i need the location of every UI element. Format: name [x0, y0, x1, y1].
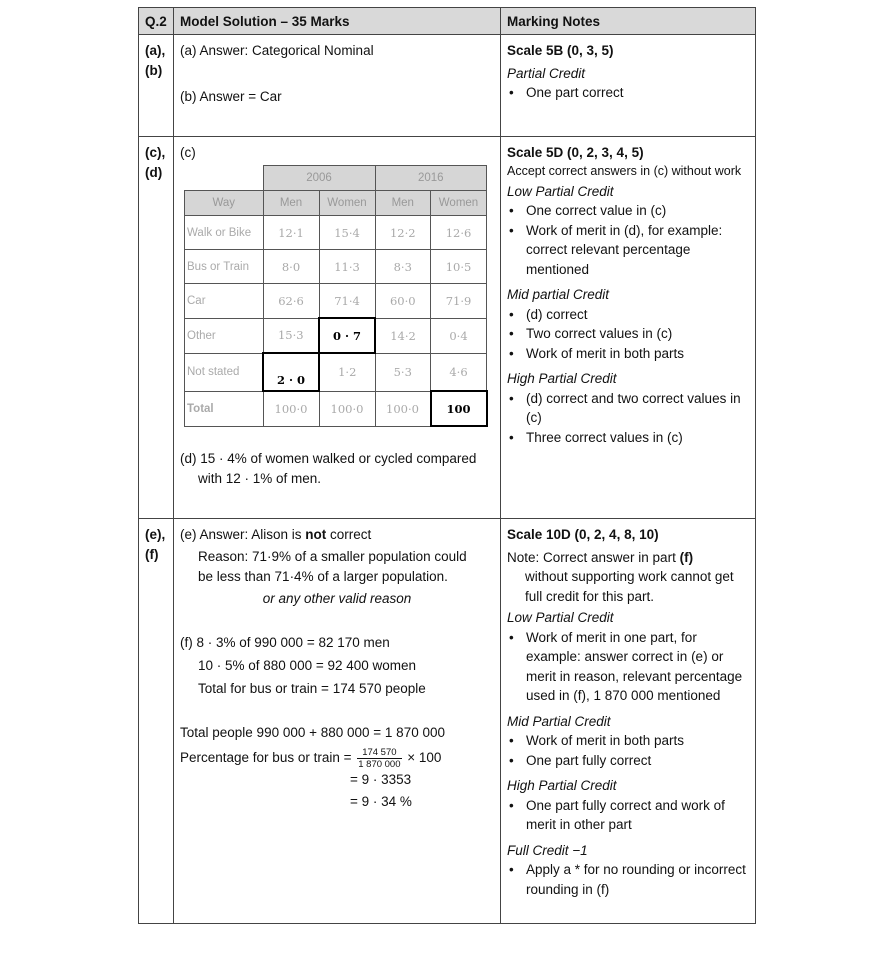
table-row	[185, 353, 487, 391]
header-cells-row	[185, 191, 487, 216]
value-cell: 8·3	[375, 250, 431, 284]
list-item: • (d) correct	[507, 305, 749, 325]
full-credit-title: Full Credit −1	[507, 842, 588, 858]
note-prefix: Note: Correct answer in part	[507, 549, 680, 565]
year-row	[185, 166, 487, 191]
list-item: • Two correct values in (c)	[507, 324, 749, 344]
row-c-d	[139, 137, 756, 519]
col-men-2006: Men	[263, 191, 319, 216]
row-e-f	[139, 519, 756, 924]
low-partial-list	[507, 628, 749, 706]
q-part-a: (a),	[145, 43, 166, 58]
answer-cell: 0 · 7	[319, 318, 375, 353]
high-partial-list	[507, 389, 749, 448]
scale-cd: Scale 5D (0, 2, 3, 4, 5)	[507, 145, 644, 160]
scale-ab: Scale 5B (0, 3, 5)	[507, 43, 614, 58]
high-partial-list	[507, 796, 749, 835]
solution-ab	[174, 35, 501, 137]
result-line2: = 9 · 34 %	[350, 794, 412, 809]
low-partial-title: Low Partial Credit	[507, 610, 614, 625]
mid-partial-title: Mid partial Credit	[507, 287, 610, 302]
question-label-ab	[139, 35, 174, 137]
col-women-2016: Women	[431, 191, 487, 216]
q-part-c: (c),	[145, 145, 166, 160]
q-part-e: (e),	[145, 527, 166, 542]
value-cell: 1·2	[319, 353, 375, 391]
answer-e-not: not	[305, 527, 327, 542]
list-item: • Work of merit in one part, for example: answer correct in (e) or merit in reason, relevant percentage used in (f), 1 870 000 mentioned	[507, 628, 749, 706]
list-item: • Three correct values in (c)	[507, 428, 749, 448]
marking-scheme	[138, 7, 756, 924]
answer-f-line1: (f) 8 · 3% of 990 000 = 82 170 men	[180, 635, 390, 650]
high-partial-title: High Partial Credit	[507, 371, 617, 386]
mid-partial-list	[507, 305, 749, 364]
value-cell: 60·0	[375, 284, 431, 319]
value-cell: 15·4	[319, 216, 375, 250]
value-cell: 100·0	[319, 391, 375, 426]
header-notes: Marking Notes	[501, 8, 756, 35]
value-cell: 100·0	[375, 391, 431, 426]
value-cell: 10·5	[431, 250, 487, 284]
answer-f-line3: Total for bus or train = 174 570 people	[198, 681, 426, 696]
high-partial-title: High Partial Credit	[507, 778, 617, 793]
value-cell: 71·9	[431, 284, 487, 319]
answer-e-end: correct	[326, 527, 372, 542]
value-cell: 12·1	[263, 216, 319, 250]
note-rest: without supporting work cannot get full credit for this part.	[525, 569, 734, 604]
mid-partial-list	[507, 731, 749, 770]
q-part-f: (f)	[145, 547, 159, 562]
value-cell: 15·3	[263, 318, 319, 353]
partial-credit-title: Partial Credit	[507, 65, 586, 81]
percentage-multiplier: × 100	[403, 750, 442, 766]
partial-credit-list	[507, 83, 749, 103]
header-solution: Model Solution – 35 Marks	[174, 8, 501, 35]
scale-ef: Scale 10D (0, 2, 4, 8, 10)	[507, 527, 659, 542]
value-cell: 5·3	[375, 353, 431, 391]
answer-e-text: (e) Answer: Alison is	[180, 527, 306, 542]
answer-d-line2: with 12 · 1% of men.	[198, 470, 322, 486]
row-a-b	[139, 35, 756, 137]
way-cell: Car	[185, 284, 264, 319]
blank-cell	[185, 166, 264, 191]
year-2006: 2006	[263, 166, 375, 191]
answer-cell: 100	[431, 391, 487, 426]
note-text	[507, 548, 749, 607]
way-cell: Walk or Bike	[185, 216, 264, 250]
value-cell: 4·6	[431, 353, 487, 391]
full-credit-list	[507, 860, 749, 899]
percentage-label: Percentage for bus or train =	[180, 750, 356, 766]
list-item: • (d) correct and two correct values in (c)	[507, 389, 749, 428]
fraction-denominator: 1 870 000	[358, 759, 401, 770]
q-part-d: (d)	[145, 165, 163, 180]
answer-cell: 2 · 0	[263, 353, 319, 391]
low-partial-list	[507, 201, 749, 279]
low-partial-title: Low Partial Credit	[507, 183, 614, 199]
list-item: • Apply a * for no rounding or incorrect rounding in (f)	[507, 860, 749, 899]
list-item: • Work of merit in both parts	[507, 344, 749, 364]
list-item: • One part correct	[507, 83, 749, 103]
reason-alt: or any other valid reason	[262, 591, 412, 606]
notes-cd	[501, 137, 756, 519]
col-men-2016: Men	[375, 191, 431, 216]
header-row	[139, 8, 756, 35]
solution-ef	[174, 519, 501, 924]
question-label-ef	[139, 519, 174, 924]
value-cell: 0·4	[431, 318, 487, 353]
header-question: Q.2	[139, 8, 174, 35]
table-row	[185, 216, 487, 250]
way-cell: Total	[185, 391, 264, 426]
value-cell: 8·0	[263, 250, 319, 284]
value-cell: 11·3	[319, 250, 375, 284]
reason-line1: Reason: 71·9% of a smaller population could	[198, 549, 467, 564]
value-cell: 12·2	[375, 216, 431, 250]
question-label-cd	[139, 137, 174, 519]
way-cell: Other	[185, 318, 264, 353]
list-item: • One correct value in (c)	[507, 201, 749, 221]
table-row	[185, 318, 487, 353]
way-cell: Not stated	[185, 353, 264, 391]
value-cell: 71·4	[319, 284, 375, 319]
percentage-fraction	[357, 747, 401, 770]
year-2016: 2016	[375, 166, 487, 191]
result-line1: = 9 · 3353	[350, 772, 412, 787]
way-cell: Bus or Train	[185, 250, 264, 284]
q-part-b: (b)	[145, 63, 163, 78]
answer-d	[180, 449, 476, 488]
answer-f-line2: 10 · 5% of 880 000 = 92 400 women	[198, 658, 417, 673]
part-c-label: (c)	[180, 145, 196, 160]
reason-line2: be less than 71·4% of a larger population.	[198, 569, 448, 584]
value-cell: 62·6	[263, 284, 319, 319]
list-item: • Work of merit in (d), for example: correct relevant percentage mentioned	[507, 221, 749, 280]
list-item: • One part fully correct and work of merit in other part	[507, 796, 749, 835]
marking-table	[138, 7, 756, 924]
list-item: • Work of merit in both parts	[507, 731, 749, 751]
value-cell: 14·2	[375, 318, 431, 353]
notes-ef	[501, 519, 756, 924]
answer-e	[180, 525, 494, 545]
travel-table	[184, 165, 488, 427]
mid-partial-title: Mid Partial Credit	[507, 713, 611, 729]
answer-a: (a) Answer: Categorical Nominal	[180, 43, 374, 58]
accept-note: Accept correct answers in (c) without work	[507, 163, 742, 178]
total-people: Total people 990 000 + 880 000 = 1 870 000	[180, 725, 445, 740]
percentage-line	[180, 747, 494, 770]
answer-d-line1: (d) 15 · 4% of women walked or cycled compared	[180, 451, 477, 466]
note-part: (f)	[679, 549, 694, 565]
list-item: • One part fully correct	[507, 751, 749, 771]
table-row	[185, 391, 487, 426]
fraction-numerator: 174 570	[357, 747, 401, 759]
table-row	[185, 284, 487, 319]
col-women-2006: Women	[319, 191, 375, 216]
notes-ab	[501, 35, 756, 137]
solution-cd	[174, 137, 501, 519]
col-way: Way	[185, 191, 264, 216]
table-row	[185, 250, 487, 284]
value-cell: 100·0	[263, 391, 319, 426]
answer-b: (b) Answer = Car	[180, 89, 282, 104]
value-cell: 12·6	[431, 216, 487, 250]
